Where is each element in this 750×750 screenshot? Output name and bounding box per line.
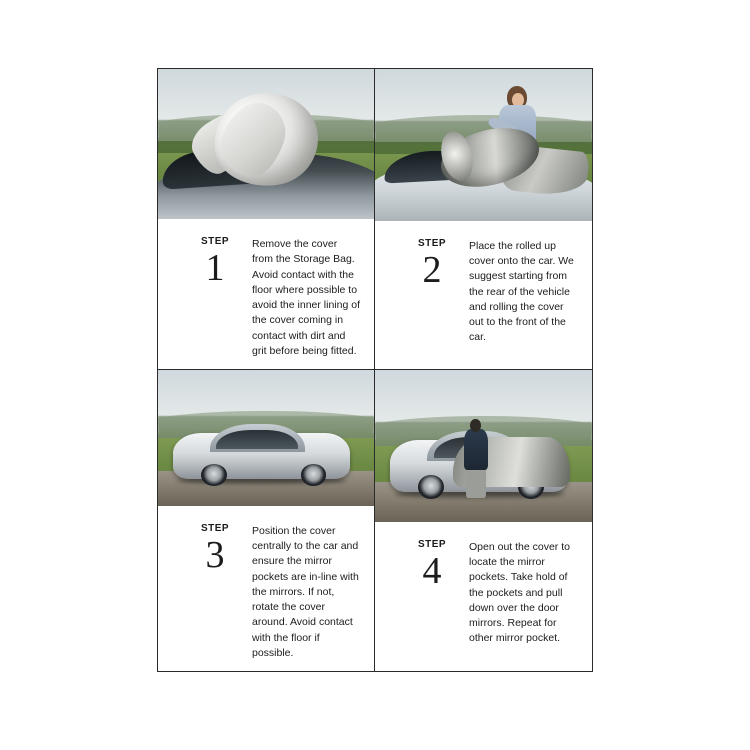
step-4-number-block [399, 540, 465, 661]
step-1-photo [158, 69, 374, 219]
front-wheel-shape [201, 464, 227, 486]
step-4-photo [375, 370, 592, 522]
step-3-caption [158, 506, 374, 671]
step-2-number-block [399, 239, 465, 359]
step-3-number: 3 [205, 534, 225, 577]
step-panel-3 [158, 370, 375, 671]
step-1-number: 1 [205, 247, 225, 290]
step-4-caption [375, 522, 592, 671]
step-4-number: 4 [422, 550, 442, 592]
steps-grid [157, 68, 593, 672]
step-panel-4 [375, 370, 592, 671]
step-3-word: STEP [200, 523, 230, 535]
step-panel-2 [375, 69, 592, 370]
step-3-photo [158, 370, 374, 506]
step-2-number: 2 [422, 249, 442, 291]
step-2-caption [375, 221, 592, 369]
step-3-number-block [182, 524, 248, 661]
step-2-photo [375, 69, 592, 221]
person-body-shape [464, 429, 488, 470]
step-1-word: STEP [200, 236, 230, 248]
step-4-text: Open out the cover to locate the mirror pockets. Take hold of the pockets and pull down over the door mirrors. Repeat for other mirror pocket. [469, 541, 570, 645]
car-window-shape [216, 430, 298, 449]
step-2-word: STEP [417, 238, 447, 249]
step-2-text: Place the rolled up cover onto the car. We suggest starting from the rear of the vehicle and rolling the cover out to the front of the car. [469, 240, 574, 344]
step-1-caption [158, 219, 374, 369]
rear-wheel-shape [301, 464, 327, 486]
step-1-number-block [182, 237, 248, 359]
step-3-text: Position the cover centrally to the car and ensure the mirror pockets are in-line with the mirrors. If not, rotate the cover around. Avoid contact with the floor if possible. [252, 525, 359, 659]
step-panel-1 [158, 69, 375, 370]
step-4-word: STEP [417, 539, 447, 550]
step-1-text: Remove the cover from the Storage Bag. Avoid contact with the floor where possible to avoid the inner lining of the cover coming in contact with dirt and grit before being fitted. [252, 238, 360, 357]
